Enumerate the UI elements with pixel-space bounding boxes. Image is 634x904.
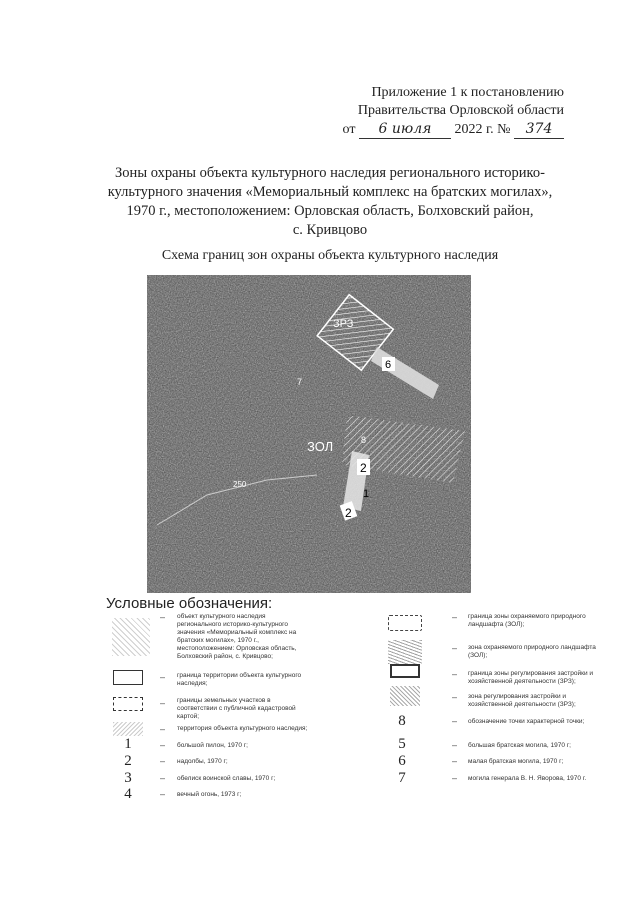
legend-symbol-zrz-border [390, 664, 420, 678]
header-prefix: от [342, 122, 356, 137]
legend-dash: – [452, 740, 458, 750]
handwritten-number: 374 [514, 120, 564, 139]
legend-dash: – [452, 669, 458, 679]
legend-text-5: большая братская могила, 1970 г; [468, 742, 571, 749]
document-header [343, 84, 564, 139]
legend-dash: – [160, 724, 166, 734]
scheme-map [147, 275, 471, 593]
legend-text-zrz-border: граница зоны регулирования застройки и хозяйственной деятельности (ЗРЗ); [468, 670, 594, 685]
legend-number-2: 2 [124, 753, 132, 769]
legend-symbol-zol [388, 640, 422, 664]
header-line-3 [343, 120, 564, 139]
legend-dash: – [452, 773, 458, 783]
legend-dash: – [160, 740, 166, 750]
title-line-2: культурного значения «Мемориальный комплекс на братских могилах», [107, 184, 553, 200]
legend-number-4: 4 [124, 786, 132, 802]
legend-symbol-territory-border [113, 670, 143, 685]
legend-dash: – [160, 672, 166, 682]
legend-text-zrz: зона регулирования застройки и хозяйственной деятельности (ЗРЗ); [468, 693, 576, 708]
map-label-250: 250 [233, 480, 247, 489]
title-line-3: 1970 г., местоположением: Орловская область, Болховский район, [126, 203, 534, 219]
map-label-zrz: ЗРЗ [333, 318, 354, 330]
legend-dash: – [160, 773, 166, 783]
legend-dash: – [160, 756, 166, 766]
legend-text-4: вечный огонь, 1973 г; [177, 791, 242, 798]
legend-dash: – [160, 612, 166, 622]
map-label-2b: 2 [345, 506, 352, 520]
legend-number-7: 7 [398, 770, 406, 786]
document-title [80, 164, 580, 240]
legend-number-1: 1 [124, 736, 132, 752]
map-label-8: 8 [361, 435, 367, 445]
legend-dash: – [452, 692, 458, 702]
legend-text-7: могила генерала В. Н. Яворова, 1970 г. [468, 775, 587, 782]
header-line-1: Приложение 1 к постановлению [371, 85, 564, 100]
legend-number-3: 3 [124, 770, 132, 786]
legend-text-okn: объект культурного наследия регионального историко-культурного значения «Мемориальный комплекс на братских могилах», 1970 г., местоположением: Орловская область, Болховский район, с. Кривцово; [177, 613, 297, 660]
legend-text-land-plots: границы земельных участков в соответствии с публичной кадастровой картой; [177, 697, 296, 720]
legend-dash: – [160, 698, 166, 708]
legend-text-2: надолбы, 1970 г; [177, 758, 228, 765]
legend-symbol-zrz [390, 686, 420, 706]
legend-symbol-territory [113, 722, 143, 736]
legend-symbol-land-plots [113, 697, 143, 711]
map-label-6: 6 [385, 359, 392, 371]
title-line-1: Зоны охраны объекта культурного наследия регионального историко- [115, 165, 545, 181]
legend-text-zol: зона охраняемого природного ландшафта (ЗОЛ); [468, 644, 596, 659]
legend-symbol-zol-border [388, 615, 422, 631]
legend-dash: – [452, 756, 458, 766]
map-label-zol: ЗОЛ [307, 439, 334, 454]
legend-number-8: 8 [398, 713, 406, 729]
legend-text-zol-border: граница зоны охраняемого природного ландшафта (ЗОЛ); [468, 613, 586, 628]
legend-dash: – [452, 716, 458, 726]
legend-symbol-okn [112, 618, 150, 656]
title-line-4: с. Кривцово [292, 222, 368, 238]
legend-text-3: обелиск воинской славы, 1970 г; [177, 775, 276, 782]
legend-text-territory: территория объекта культурного наследия; [177, 725, 308, 732]
handwritten-date: 6 июля [359, 120, 451, 139]
legend-dash: – [452, 643, 458, 653]
legend-text-territory-border: граница территории объекта культурного наследия; [177, 672, 302, 687]
header-year: 2022 г. № [454, 122, 511, 137]
legend-text-1: большой пилон, 1970 г; [177, 742, 248, 749]
legend-dash: – [160, 789, 166, 799]
map-label-7: 7 [297, 377, 303, 387]
map-label-1: 1 [363, 488, 370, 500]
scheme-subtitle: Схема границ зон охраны объекта культурного наследия [161, 248, 499, 263]
legend-text-8: обозначение точки характерной точки; [468, 718, 585, 725]
map-label-2a: 2 [360, 461, 367, 475]
legend-number-6: 6 [398, 753, 406, 769]
legend-dash: – [452, 612, 458, 622]
legend-title: Условные обозначения: [106, 595, 273, 612]
legend-number-5: 5 [398, 736, 406, 752]
header-line-2: Правительства Орловской области [357, 103, 564, 118]
legend-text-6: малая братская могила, 1970 г; [468, 758, 564, 765]
